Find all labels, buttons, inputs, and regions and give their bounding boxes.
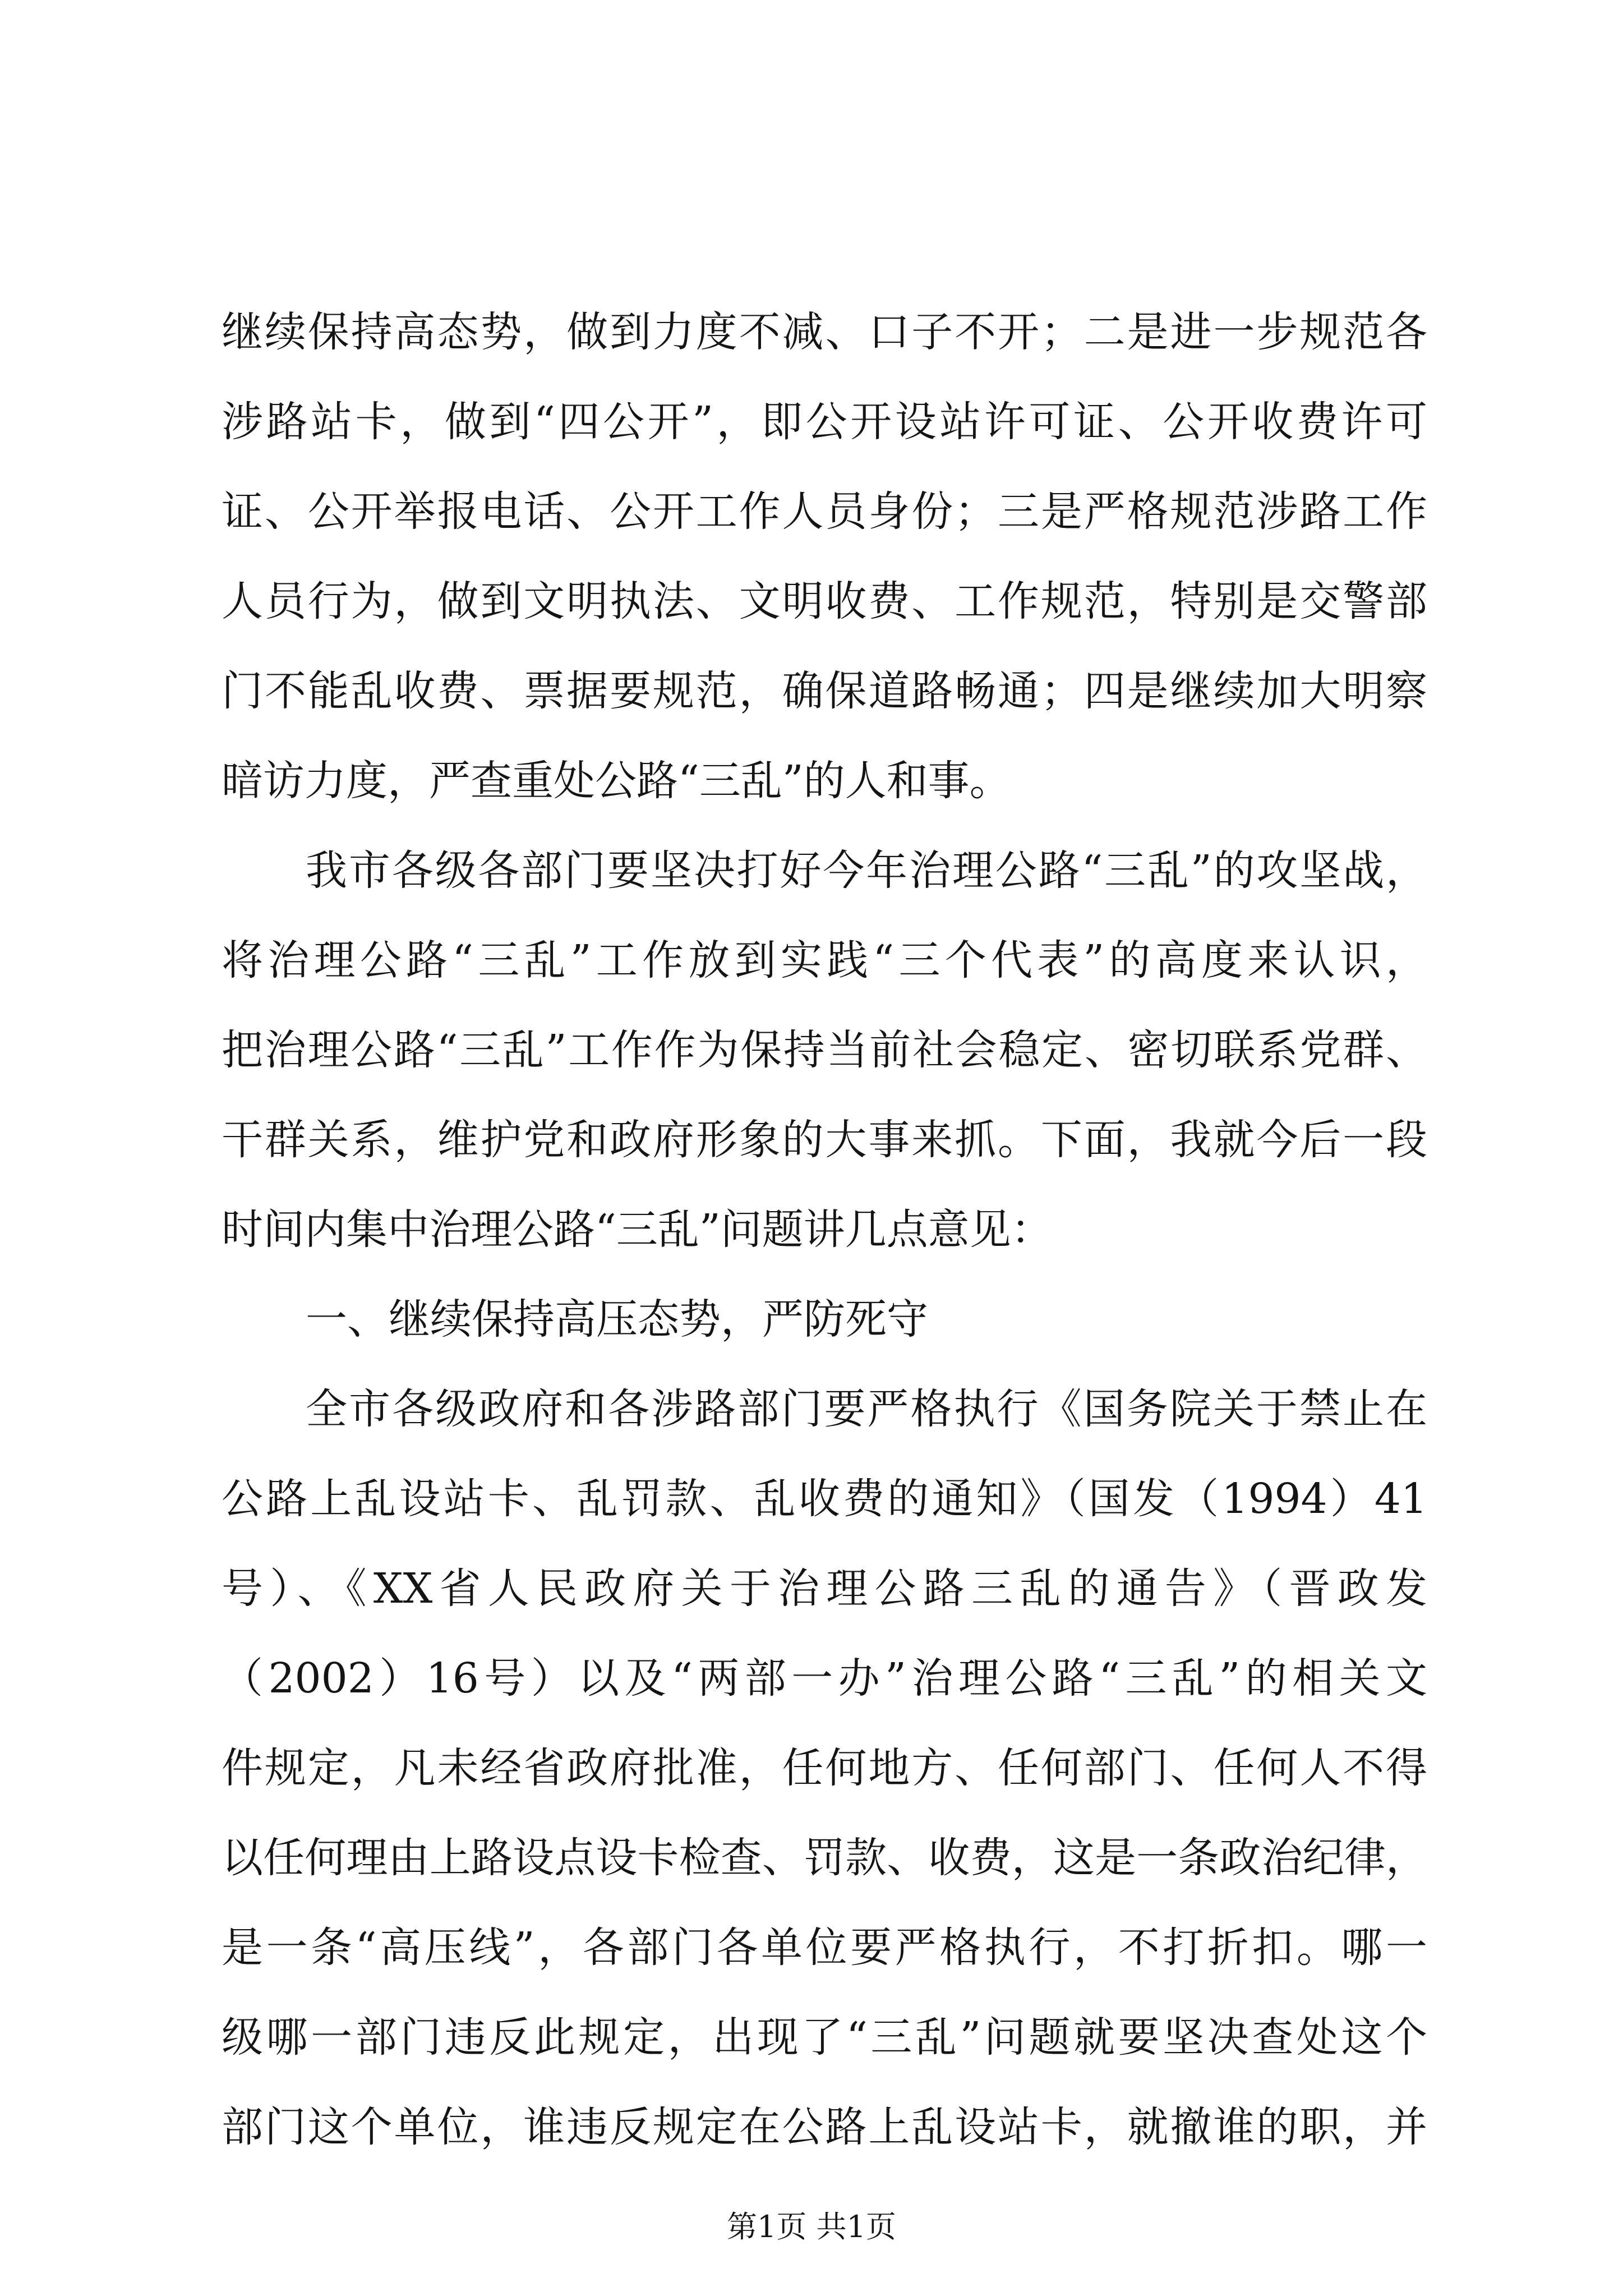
text-line-3: 证、公开举报电话、公开工作人员身份；三是严格规范涉路工作	[222, 487, 1427, 536]
text-line-11: 时间内集中治理公路“三乱”问题讲几点意见：	[222, 1205, 1053, 1254]
text-line-19: 是一条“高压线”，各部门各单位要严格执行，不打折扣。哪一	[222, 1924, 1427, 1972]
page-footer: 第1页 共1页	[727, 2209, 896, 2244]
text-line-17: 件规定，凡未经省政府批准，任何地方、任何部门、任何人不得	[222, 1744, 1427, 1792]
section-heading: 一、继续保持高压态势，严防死守	[306, 1295, 928, 1343]
text-line-8: 将治理公路“三乱”工作放到实践“三个代表”的高度来认识，	[222, 936, 1427, 984]
text-line-14: 公路上乱设站卡、乱罚款、乱收费的通知》（国发（1994）41	[222, 1475, 1427, 1523]
text-line-2: 涉路站卡，做到“四公开”，即公开设站许可证、公开收费许可	[222, 398, 1427, 446]
text-line-10: 干群关系，维护党和政府形象的大事来抓。下面，我就今后一段	[222, 1116, 1427, 1164]
text-line-5: 门不能乱收费、票据要规范，确保道路畅通；四是继续加大明察	[222, 667, 1427, 715]
text-line-20: 级哪一部门违反此规定，出现了“三乱”问题就要坚决查处这个	[222, 2013, 1427, 2062]
text-line-9: 把治理公路“三乱”工作作为保持当前社会稳定、密切联系党群、	[222, 1026, 1427, 1074]
text-line-1: 继续保持高态势，做到力度不减、口子不开；二是进一步规范各	[222, 308, 1427, 356]
text-line-18: 以任何理由上路设点设卡检查、罚款、收费，这是一条政治纪律，	[222, 1834, 1427, 1882]
text-line-6: 暗访力度，严查重处公路“三乱”的人和事。	[222, 757, 1011, 805]
text-line-13: 全市各级政府和各涉路部门要严格执行《国务院关于禁止在	[306, 1385, 1427, 1433]
text-line-15: 号）、《XX省人民政府关于治理公路三乱的通告》（晋政发	[222, 1565, 1427, 1613]
text-line-16: （2002）16号）以及“两部一办”治理公路“三乱”的相关文	[222, 1654, 1427, 1703]
text-line-7: 我市各级各部门要坚决打好今年治理公路“三乱”的攻坚战，	[306, 846, 1427, 895]
text-line-4: 人员行为，做到文明执法、文明收费、工作规范，特别是交警部	[222, 577, 1427, 625]
text-line-21: 部门这个单位，谁违反规定在公路上乱设站卡，就撤谁的职，并	[222, 2103, 1427, 2151]
